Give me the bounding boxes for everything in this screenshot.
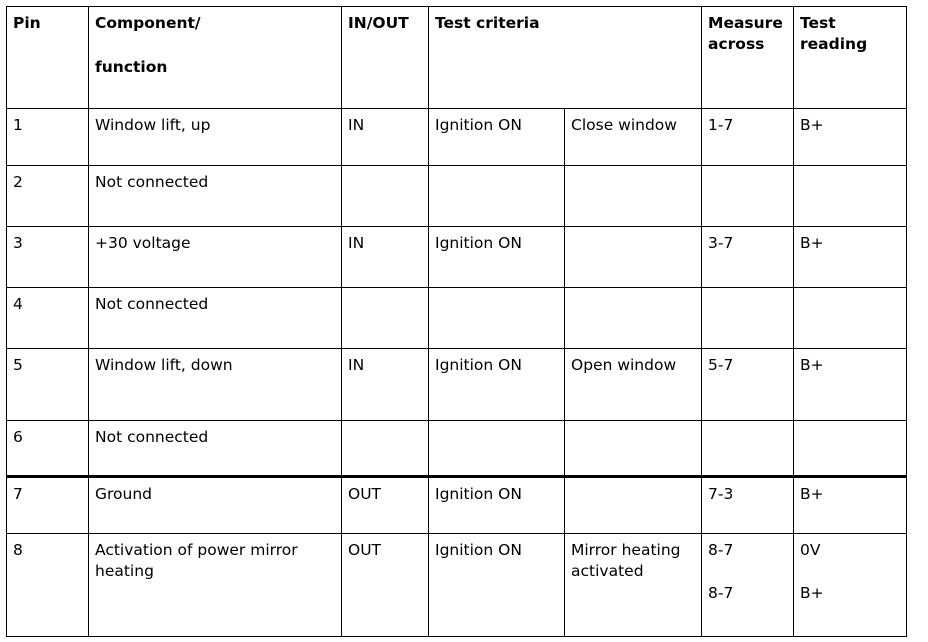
cell-criteria-1: Ignition ON: [429, 534, 565, 637]
cell-pin: 6: [7, 421, 89, 477]
cell-inout: [342, 421, 429, 477]
table-row: [7, 534, 907, 637]
cell-criteria-1: Ignition ON: [429, 109, 565, 166]
cell-reading: B+: [794, 227, 907, 288]
cell-component: Activation of power mirror heating: [89, 534, 342, 637]
table-row: [7, 166, 907, 227]
cell-inout: [342, 288, 429, 349]
cell-component: Not connected: [89, 288, 342, 349]
cell-measure-b: 8-7: [708, 584, 734, 602]
cell-criteria-2: [565, 421, 702, 477]
cell-criteria-2: [565, 477, 702, 534]
cell-criteria-1: Ignition ON: [429, 349, 565, 421]
cell-component: Ground: [89, 477, 342, 534]
header-component: [89, 7, 342, 109]
cell-criteria-1: [429, 421, 565, 477]
cell-measure: [702, 166, 794, 227]
cell-reading-a: 0V: [800, 541, 821, 559]
cell-pin: 8: [7, 534, 89, 637]
cell-pin: 3: [7, 227, 89, 288]
table-row: [7, 349, 907, 421]
header-test-criteria: Test criteria: [429, 7, 702, 109]
cell-component: Not connected: [89, 421, 342, 477]
cell-pin: 4: [7, 288, 89, 349]
cell-criteria-2: [565, 227, 702, 288]
cell-criteria-2: [565, 288, 702, 349]
header-component-line1: Component/: [95, 14, 201, 32]
cell-reading-b: B+: [800, 584, 824, 602]
cell-measure: [702, 288, 794, 349]
cell-measure: 7-3: [702, 477, 794, 534]
table-row: [7, 421, 907, 477]
cell-criteria-2: Close window: [565, 109, 702, 166]
cell-pin: 1: [7, 109, 89, 166]
cell-reading: B+: [794, 109, 907, 166]
cell-criteria-2: Mirror heating activated: [565, 534, 702, 637]
cell-reading: B+: [794, 349, 907, 421]
cell-inout: IN: [342, 349, 429, 421]
cell-criteria-1: [429, 166, 565, 227]
cell-criteria-1: [429, 288, 565, 349]
cell-inout: IN: [342, 227, 429, 288]
table-row: [7, 109, 907, 166]
cell-component: Not connected: [89, 166, 342, 227]
cell-measure: [702, 421, 794, 477]
cell-pin: 7: [7, 477, 89, 534]
cell-criteria-1: Ignition ON: [429, 477, 565, 534]
cell-component: Window lift, up: [89, 109, 342, 166]
cell-inout: OUT: [342, 534, 429, 637]
cell-criteria-1: Ignition ON: [429, 227, 565, 288]
cell-reading: [794, 534, 907, 637]
cell-inout: [342, 166, 429, 227]
header-pin: Pin: [7, 7, 89, 109]
table-row: [7, 477, 907, 534]
pin-test-table: [6, 6, 907, 637]
header-row: [7, 7, 907, 109]
table-row: [7, 227, 907, 288]
cell-measure: 3-7: [702, 227, 794, 288]
cell-reading: [794, 288, 907, 349]
cell-component: +30 voltage: [89, 227, 342, 288]
header-inout: IN/OUT: [342, 7, 429, 109]
cell-inout: OUT: [342, 477, 429, 534]
header-test-reading: Test reading: [794, 7, 907, 109]
cell-inout: IN: [342, 109, 429, 166]
cell-criteria-2: [565, 166, 702, 227]
cell-reading: B+: [794, 477, 907, 534]
cell-pin: 2: [7, 166, 89, 227]
cell-measure: 5-7: [702, 349, 794, 421]
cell-measure: [702, 534, 794, 637]
cell-measure-a: 8-7: [708, 541, 734, 559]
header-component-line2: function: [95, 58, 168, 76]
table-row: [7, 288, 907, 349]
cell-measure: 1-7: [702, 109, 794, 166]
cell-criteria-2: Open window: [565, 349, 702, 421]
cell-reading: [794, 166, 907, 227]
header-measure-across: Measure across: [702, 7, 794, 109]
cell-component: Window lift, down: [89, 349, 342, 421]
cell-reading: [794, 421, 907, 477]
cell-pin: 5: [7, 349, 89, 421]
